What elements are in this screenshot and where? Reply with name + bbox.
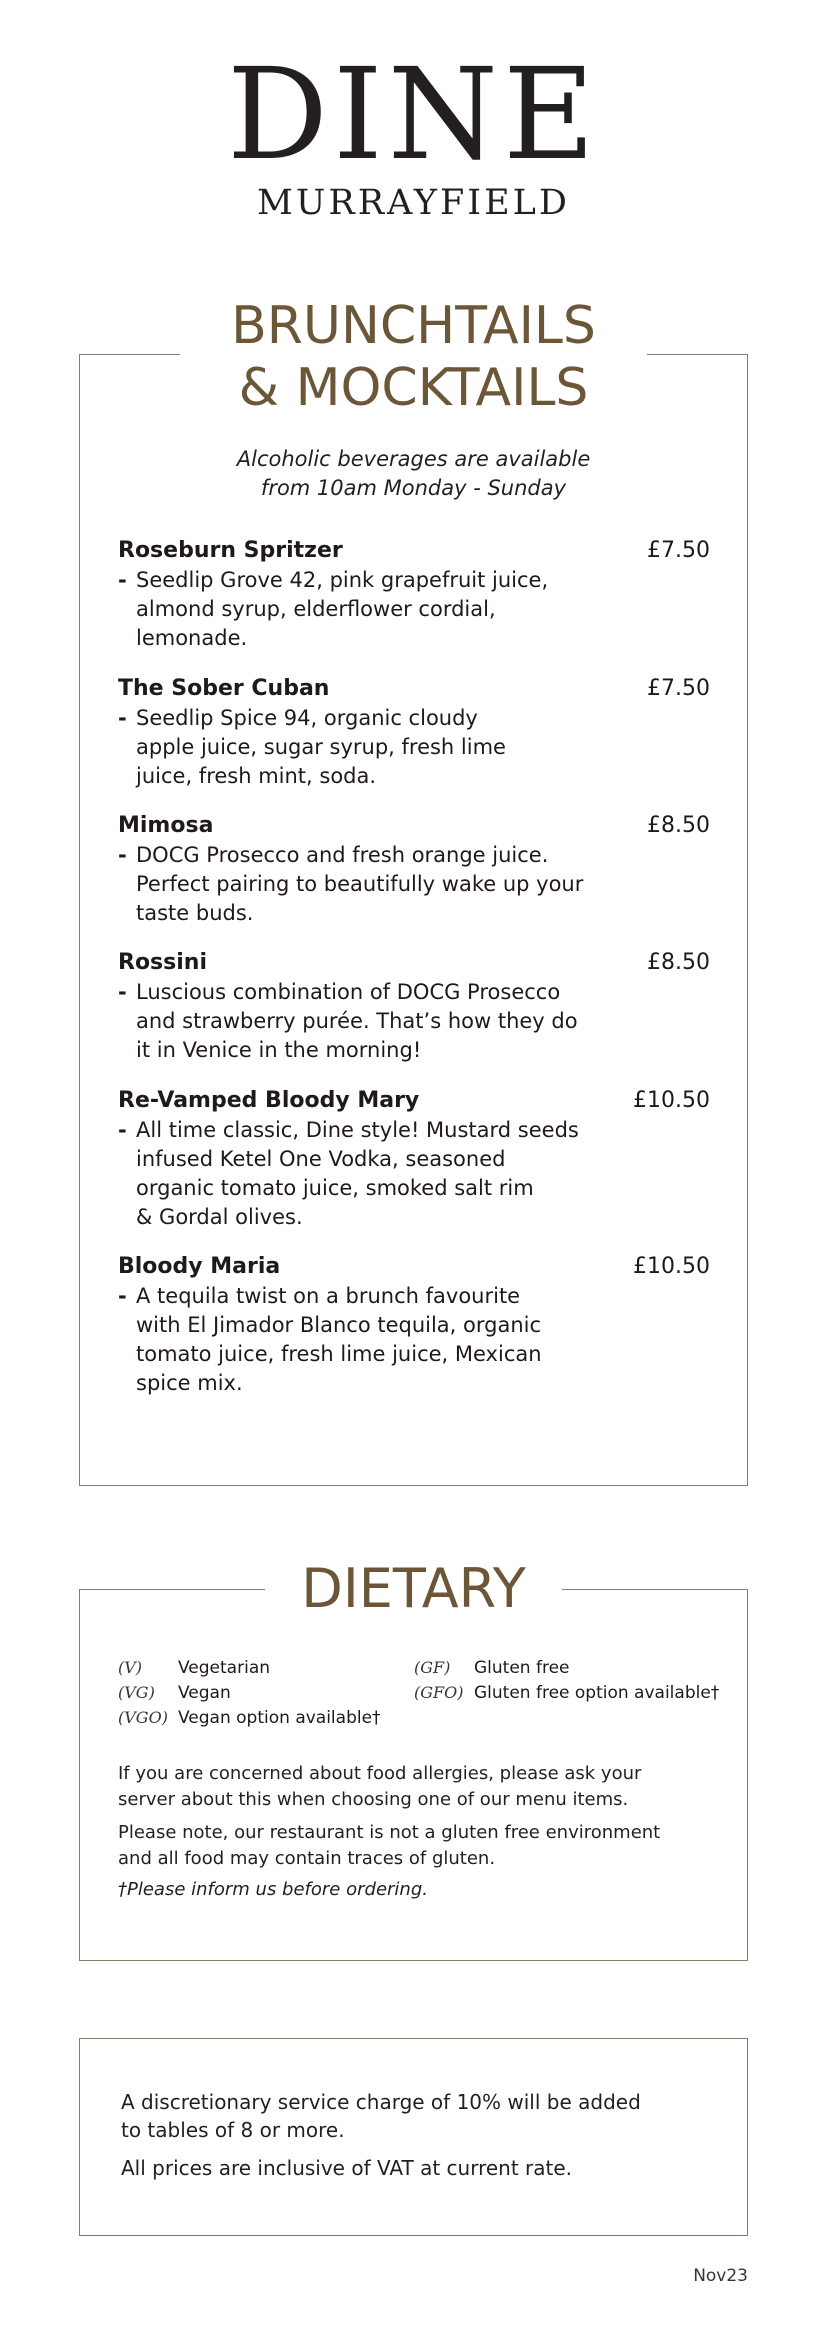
description-line: - All time classic, Dine style! Mustard seeds	[136, 1118, 579, 1142]
dietary-label: Vegan option available†	[178, 1708, 381, 1728]
dietary-section-title: DIETARY	[265, 1556, 562, 1622]
menu-item-name: Mimosa	[118, 813, 214, 838]
menu-item-price: £8.50	[647, 950, 710, 975]
menu-item	[118, 948, 710, 1065]
brand-subtitle: MURRAYFIELD	[257, 183, 570, 223]
brunch-title-line2: & MOCKTAILS	[238, 358, 589, 418]
menu-item-price: £8.50	[647, 813, 710, 838]
description-line: - Seedlip Grove 42, pink grapefruit juice,	[136, 568, 549, 592]
menu-item-name: Bloody Maria	[118, 1254, 281, 1279]
gluten-line2: and all food may contain traces of gluten.	[118, 1848, 496, 1869]
dietary-code: (VGO)	[118, 1708, 168, 1727]
description-line: - Seedlip Spice 94, organic cloudy	[136, 706, 478, 730]
brunch-section-title	[180, 295, 647, 419]
menu-date: Nov23	[693, 2266, 748, 2286]
description-line: organic tomato juice, smoked salt rim	[136, 1176, 534, 1200]
dietary-code: (VG)	[118, 1683, 155, 1702]
description-line: Perfect pairing to beautifully wake up your	[136, 872, 584, 896]
dietary-label: Vegan	[178, 1683, 231, 1703]
dietary-legend-column-1	[118, 1655, 381, 1730]
description-line: tomato juice, fresh lime juice, Mexican	[136, 1342, 542, 1366]
description-line: juice, fresh mint, soda.	[136, 764, 377, 788]
menu-item	[118, 674, 710, 791]
description-line: apple juice, sugar syrup, fresh lime	[136, 735, 506, 759]
dietary-code: (GFO)	[414, 1683, 464, 1702]
menu-item	[118, 536, 710, 653]
description-line: and strawberry purée. That’s how they do	[136, 1009, 578, 1033]
allergy-line2: server about this when choosing one of our menu items.	[118, 1789, 629, 1810]
brunch-title-line1: BRUNCHTAILS	[231, 296, 596, 356]
menu-item-description	[118, 704, 666, 791]
allergy-line1: If you are concerned about food allergies, please ask your	[118, 1763, 642, 1784]
dietary-legend-row	[118, 1705, 381, 1730]
menu-item-name: Re-Vamped Bloody Mary	[118, 1088, 420, 1113]
menu-item-description	[118, 566, 666, 653]
menu-item-description	[118, 1282, 666, 1398]
description-line: taste buds.	[136, 901, 254, 925]
menu-item-price: £10.50	[633, 1254, 710, 1279]
menu-item-price: £10.50	[633, 1088, 710, 1113]
dietary-legend-row	[414, 1680, 719, 1705]
inform-notice: †Please inform us before ordering.	[118, 1879, 428, 1900]
description-line: with El Jimador Blanco tequila, organic	[136, 1313, 542, 1337]
service-charge-notice	[121, 2088, 681, 2144]
menu-item-price: £7.50	[647, 538, 710, 563]
vat-notice: All prices are inclusive of VAT at current rate.	[121, 2156, 573, 2180]
menu-item-description	[118, 841, 716, 928]
note-line1: Alcoholic beverages are available	[236, 447, 591, 471]
menu-item-price: £7.50	[647, 676, 710, 701]
description-line: spice mix.	[136, 1371, 243, 1395]
note-line2: from 10am Monday - Sunday	[260, 476, 567, 500]
description-line: lemonade.	[136, 626, 248, 650]
menu-item-name: Roseburn Spritzer	[118, 538, 343, 563]
menu-item	[118, 811, 710, 928]
description-line: - A tequila twist on a brunch favourite	[136, 1284, 521, 1308]
menu-item-name: Rossini	[118, 950, 207, 975]
service-line2: to tables of 8 or more.	[121, 2118, 345, 2142]
description-line: almond syrup, elderflower cordial,	[136, 597, 496, 621]
dietary-legend-row	[118, 1655, 381, 1680]
description-line: it in Venice in the morning!	[136, 1038, 422, 1062]
menu-item-description	[118, 1116, 666, 1232]
service-line1: A discretionary service charge of 10% will be added	[121, 2090, 641, 2114]
gluten-line1: Please note, our restaurant is not a gluten free environment	[118, 1822, 661, 1843]
dietary-label: Vegetarian	[178, 1658, 271, 1678]
menu-item	[118, 1086, 710, 1232]
description-line: infused Ketel One Vodka, seasoned	[136, 1147, 506, 1171]
gluten-notice	[118, 1820, 678, 1872]
dietary-legend-row	[414, 1655, 719, 1680]
dietary-label: Gluten free	[474, 1658, 570, 1678]
description-line: & Gordal olives.	[136, 1205, 303, 1229]
dietary-legend-row	[118, 1680, 381, 1705]
dietary-code: (V)	[118, 1658, 143, 1677]
alcohol-availability-note	[79, 445, 748, 503]
description-line: - Luscious combination of DOCG Prosecco	[136, 980, 561, 1004]
dietary-code: (GF)	[414, 1658, 451, 1677]
menu-item-name: The Sober Cuban	[118, 676, 330, 701]
menu-item	[118, 1252, 710, 1398]
menu-item-description	[118, 978, 666, 1065]
description-line: - DOCG Prosecco and fresh orange juice.	[136, 843, 549, 867]
dietary-label: Gluten free option available†	[474, 1683, 720, 1703]
dietary-legend-column-2	[414, 1655, 719, 1705]
allergy-notice	[118, 1761, 678, 1813]
brand-title: DINE	[226, 41, 601, 188]
